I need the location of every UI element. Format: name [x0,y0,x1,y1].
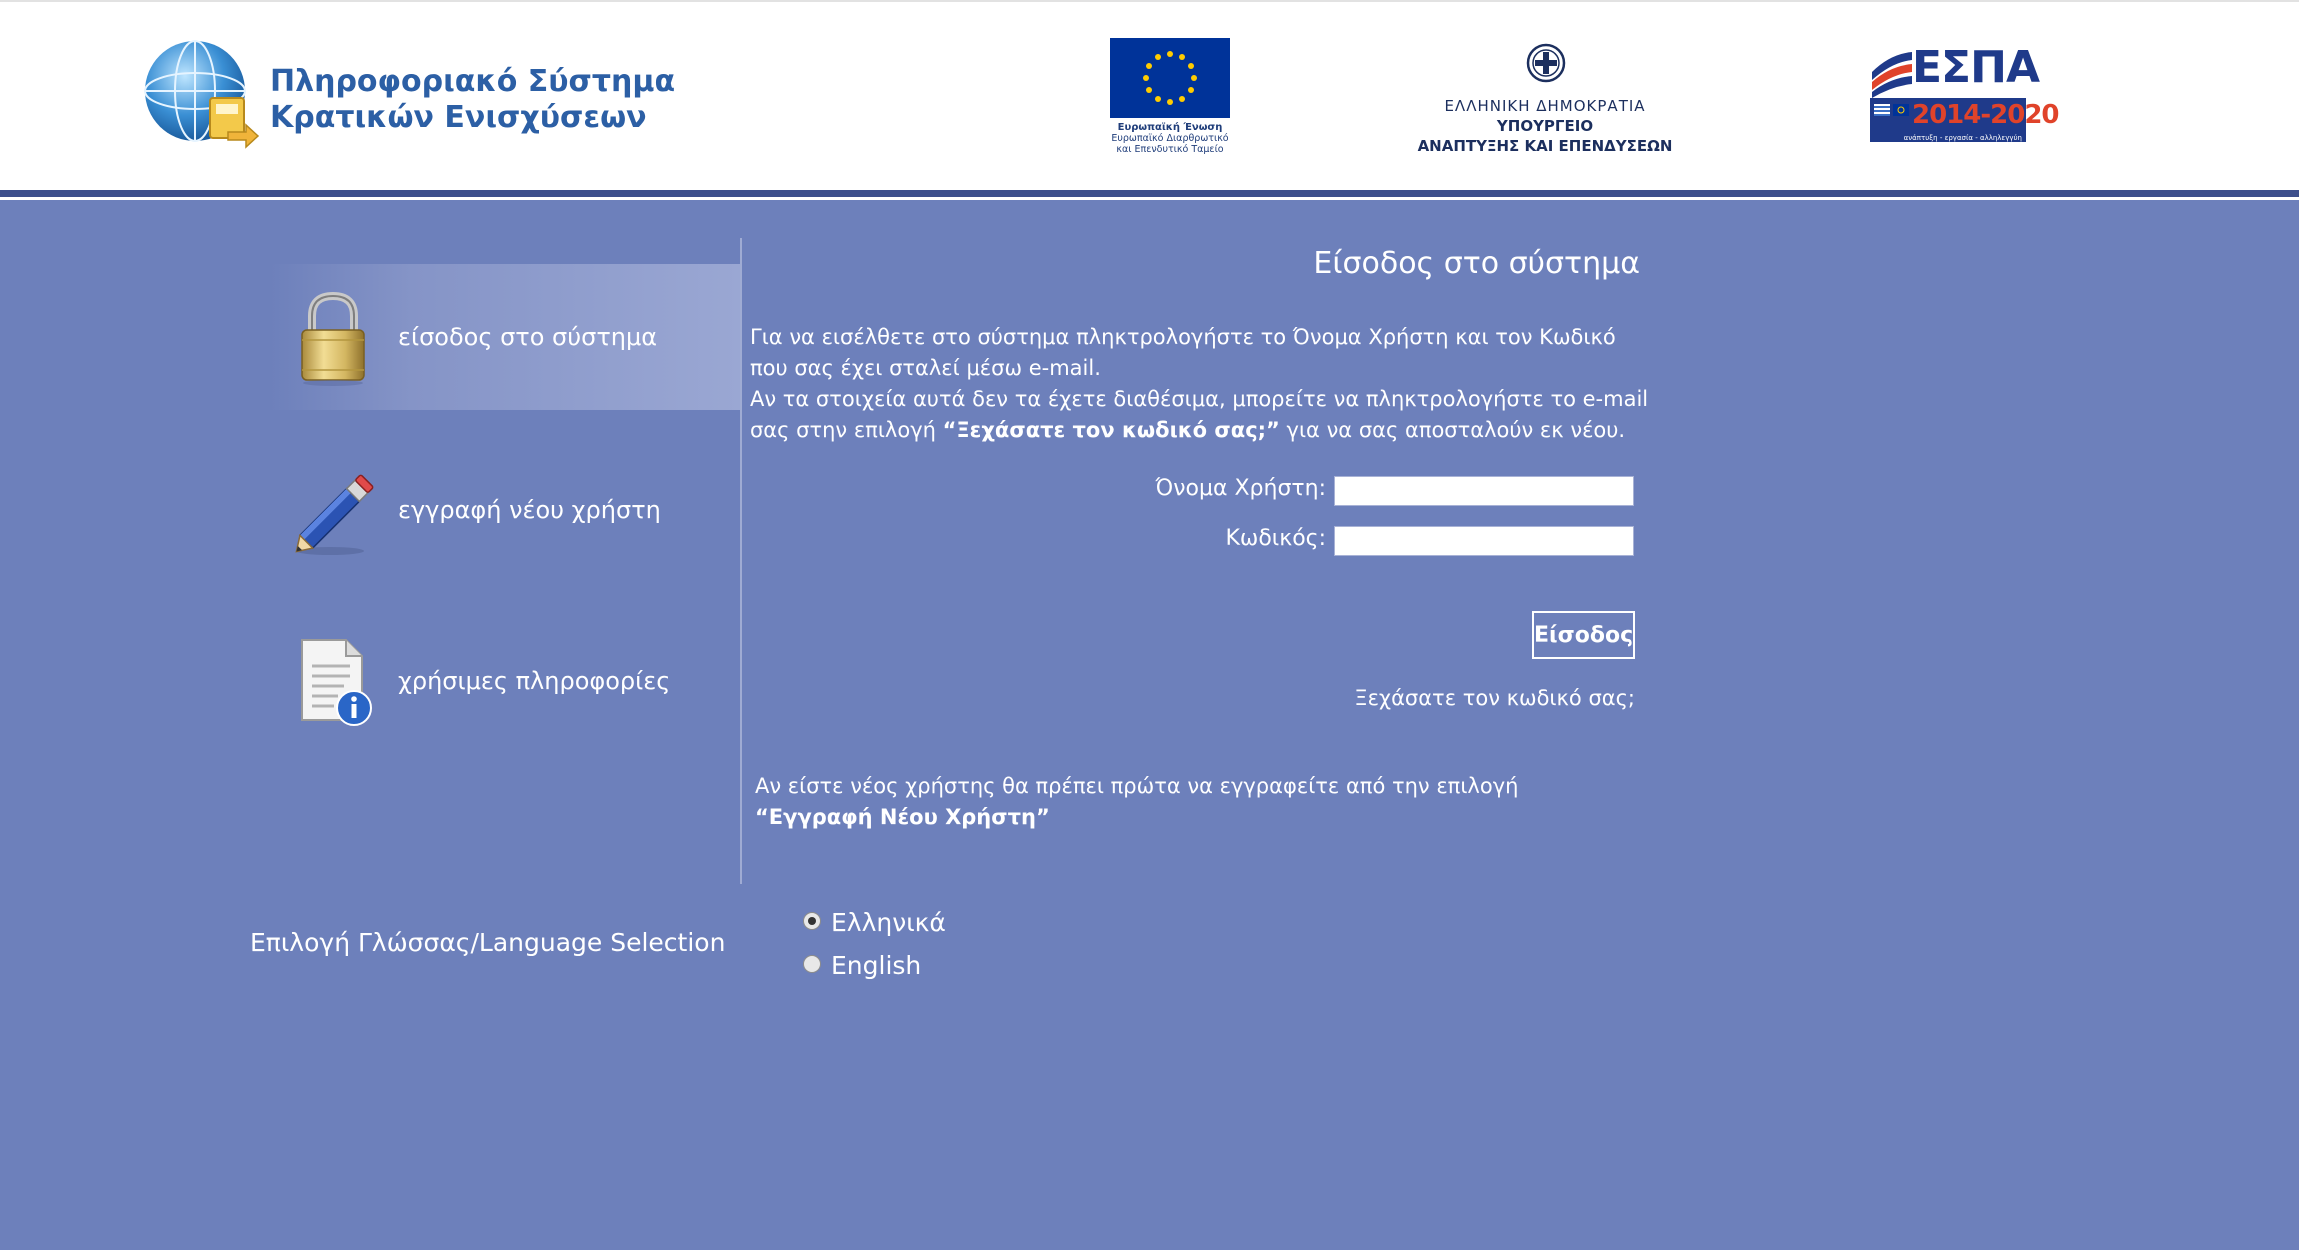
menu-item-register[interactable] [270,437,740,583]
username-label: Όνομα Χρήστη: [1155,476,1326,501]
menu-divider [740,238,742,884]
language-option-label: English [831,951,922,980]
ministry-caption-line2: ΥΠΟΥΡΓΕΙΟ [1496,117,1594,135]
eu-caption-line3: και Επενδυτικό Ταμείο [1116,144,1224,155]
document-info-icon [288,634,384,730]
password-label: Κωδικός: [1225,526,1326,551]
padlock-icon [288,290,378,386]
espa-slogan: ανάπτυξη - εργασία - αλληλεγγύη [1903,134,2022,142]
menu-item-login[interactable] [270,264,740,410]
language-option-label: Ελληνικά [831,908,946,937]
espa-logo [1870,42,2059,148]
menu-item-label: εγγραφή νέου χρήστη [398,496,661,524]
espa-stripes-icon [1870,50,1914,98]
eu-logo [1110,38,1230,162]
greek-emblem-icon [1526,40,1566,86]
eu-flag-icon [1110,38,1230,118]
system-name [270,64,675,136]
instructions-text: Αν τα στοιχεία αυτά δεν τα έχετε διαθέσιμα, μπορείτε να πληκτρολογήστε το e-mail σας στην επιλογή [750,387,1649,442]
ministry-caption [1400,96,1690,156]
espa-years: 2014-2020 [1912,100,2059,130]
instructions-paragraph-2 [750,384,1650,446]
forgot-password-link[interactable]: Ξεχάσατε τον κωδικό σας; [1354,686,1635,710]
new-user-note-text: Αν είστε νέος χρήστης θα πρέπει πρώτα να εγγραφείτε από την επιλογή [755,774,1519,798]
greek-radio[interactable] [803,912,821,930]
instructions-text-end: για να σας αποσταλούν εκ νέου. [1279,418,1626,442]
login-button[interactable]: Είσοδος [1532,611,1635,659]
eu-caption-line1: Ευρωπαϊκή Ένωση [1117,122,1223,133]
system-name-line1: Πληροφοριακό Σύστημα [270,64,676,99]
new-user-register-reference: “Εγγραφή Νέου Χρήστη” [755,805,1050,829]
system-name-line2: Κρατικών Ενισχύσεων [270,100,647,135]
globe-icon [140,36,265,161]
menu-item-info[interactable] [270,608,740,754]
flags-icon [1874,104,1910,118]
password-input[interactable] [1334,526,1634,556]
instructions-paragraph-1: Για να εισέλθετε στο σύστημα πληκτρολογήστε το Όνομα Χρήστη και τον Κωδικό που σας έχει σταλεί μέσω e-mail. [750,325,1616,380]
system-logo[interactable] [140,36,676,166]
pencil-icon [288,467,384,557]
instructions-forgot-reference: “Ξεχάσατε τον κωδικό σας;” [942,418,1280,442]
language-selection-label: Επιλογή Γλώσσας/Language Selection [250,928,726,957]
espa-years-band [1870,98,2059,142]
espa-wordmark: ΕΣΠΑ [1912,42,2039,93]
header-divider [0,190,2299,200]
login-instructions [750,322,1650,446]
hellenic-republic-logo [1400,40,1690,160]
new-user-note [755,771,1635,833]
ministry-caption-line3: ΑΝΑΠΤΥΞΗΣ ΚΑΙ ΕΠΕΝΔΥΣΕΩΝ [1417,137,1673,155]
username-input[interactable] [1334,476,1634,506]
english-radio[interactable] [803,955,821,973]
menu-item-label: είσοδος στο σύστημα [398,323,658,351]
header-bar [0,0,2299,190]
ministry-caption-line1: ΕΛΛΗΝΙΚΗ ΔΗΜΟΚΡΑΤΙΑ [1444,97,1646,115]
menu-item-label: χρήσιμες πληροφορίες [398,667,671,695]
eu-caption [1102,122,1238,155]
login-title: Είσοδος στο σύστημα [1313,246,1640,281]
eu-caption-line2: Ευρωπαϊκό Διαρθρωτικό [1111,133,1229,144]
